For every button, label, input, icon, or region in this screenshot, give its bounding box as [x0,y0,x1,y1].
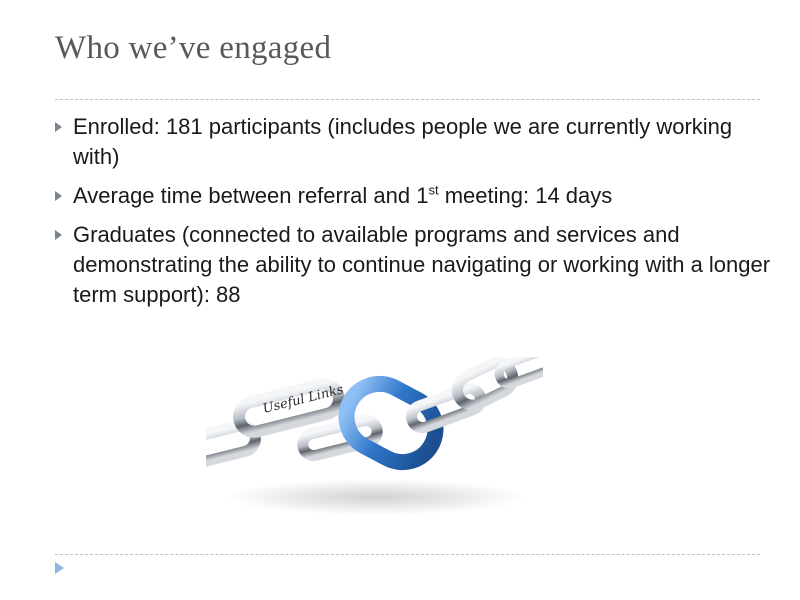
footer-divider [55,554,760,555]
bullet-graduates [55,220,775,310]
ordinal-superscript: st [428,182,439,198]
bullet-text: Enrolled: 181 participants (includes people we are currently working with) [73,114,733,169]
bullet-text [73,183,612,208]
slide-title: Who we’ve engaged [55,30,332,66]
bullet-arrow-icon [55,230,62,240]
chain-links-image [206,357,543,525]
chain-shadow [226,479,526,515]
bullet-arrow-icon [55,122,62,132]
bullet-enrolled [55,112,775,172]
footer-arrow-icon [55,562,64,574]
bullet-list [55,112,775,319]
bullet-text-start: Average time between referral and 1 [73,183,429,208]
bullet-text: Graduates (connected to available programs and services and demonstrating the ability to continue navigating or working with a longer term support): 88 [73,222,771,307]
bullet-text-end: meeting: 14 days [438,183,613,208]
chain-caption: Useful Links [261,382,346,417]
bullet-arrow-icon [55,191,62,201]
title-divider [55,99,760,100]
chain-link-6 [496,357,543,387]
bullet-average-time [55,181,775,211]
